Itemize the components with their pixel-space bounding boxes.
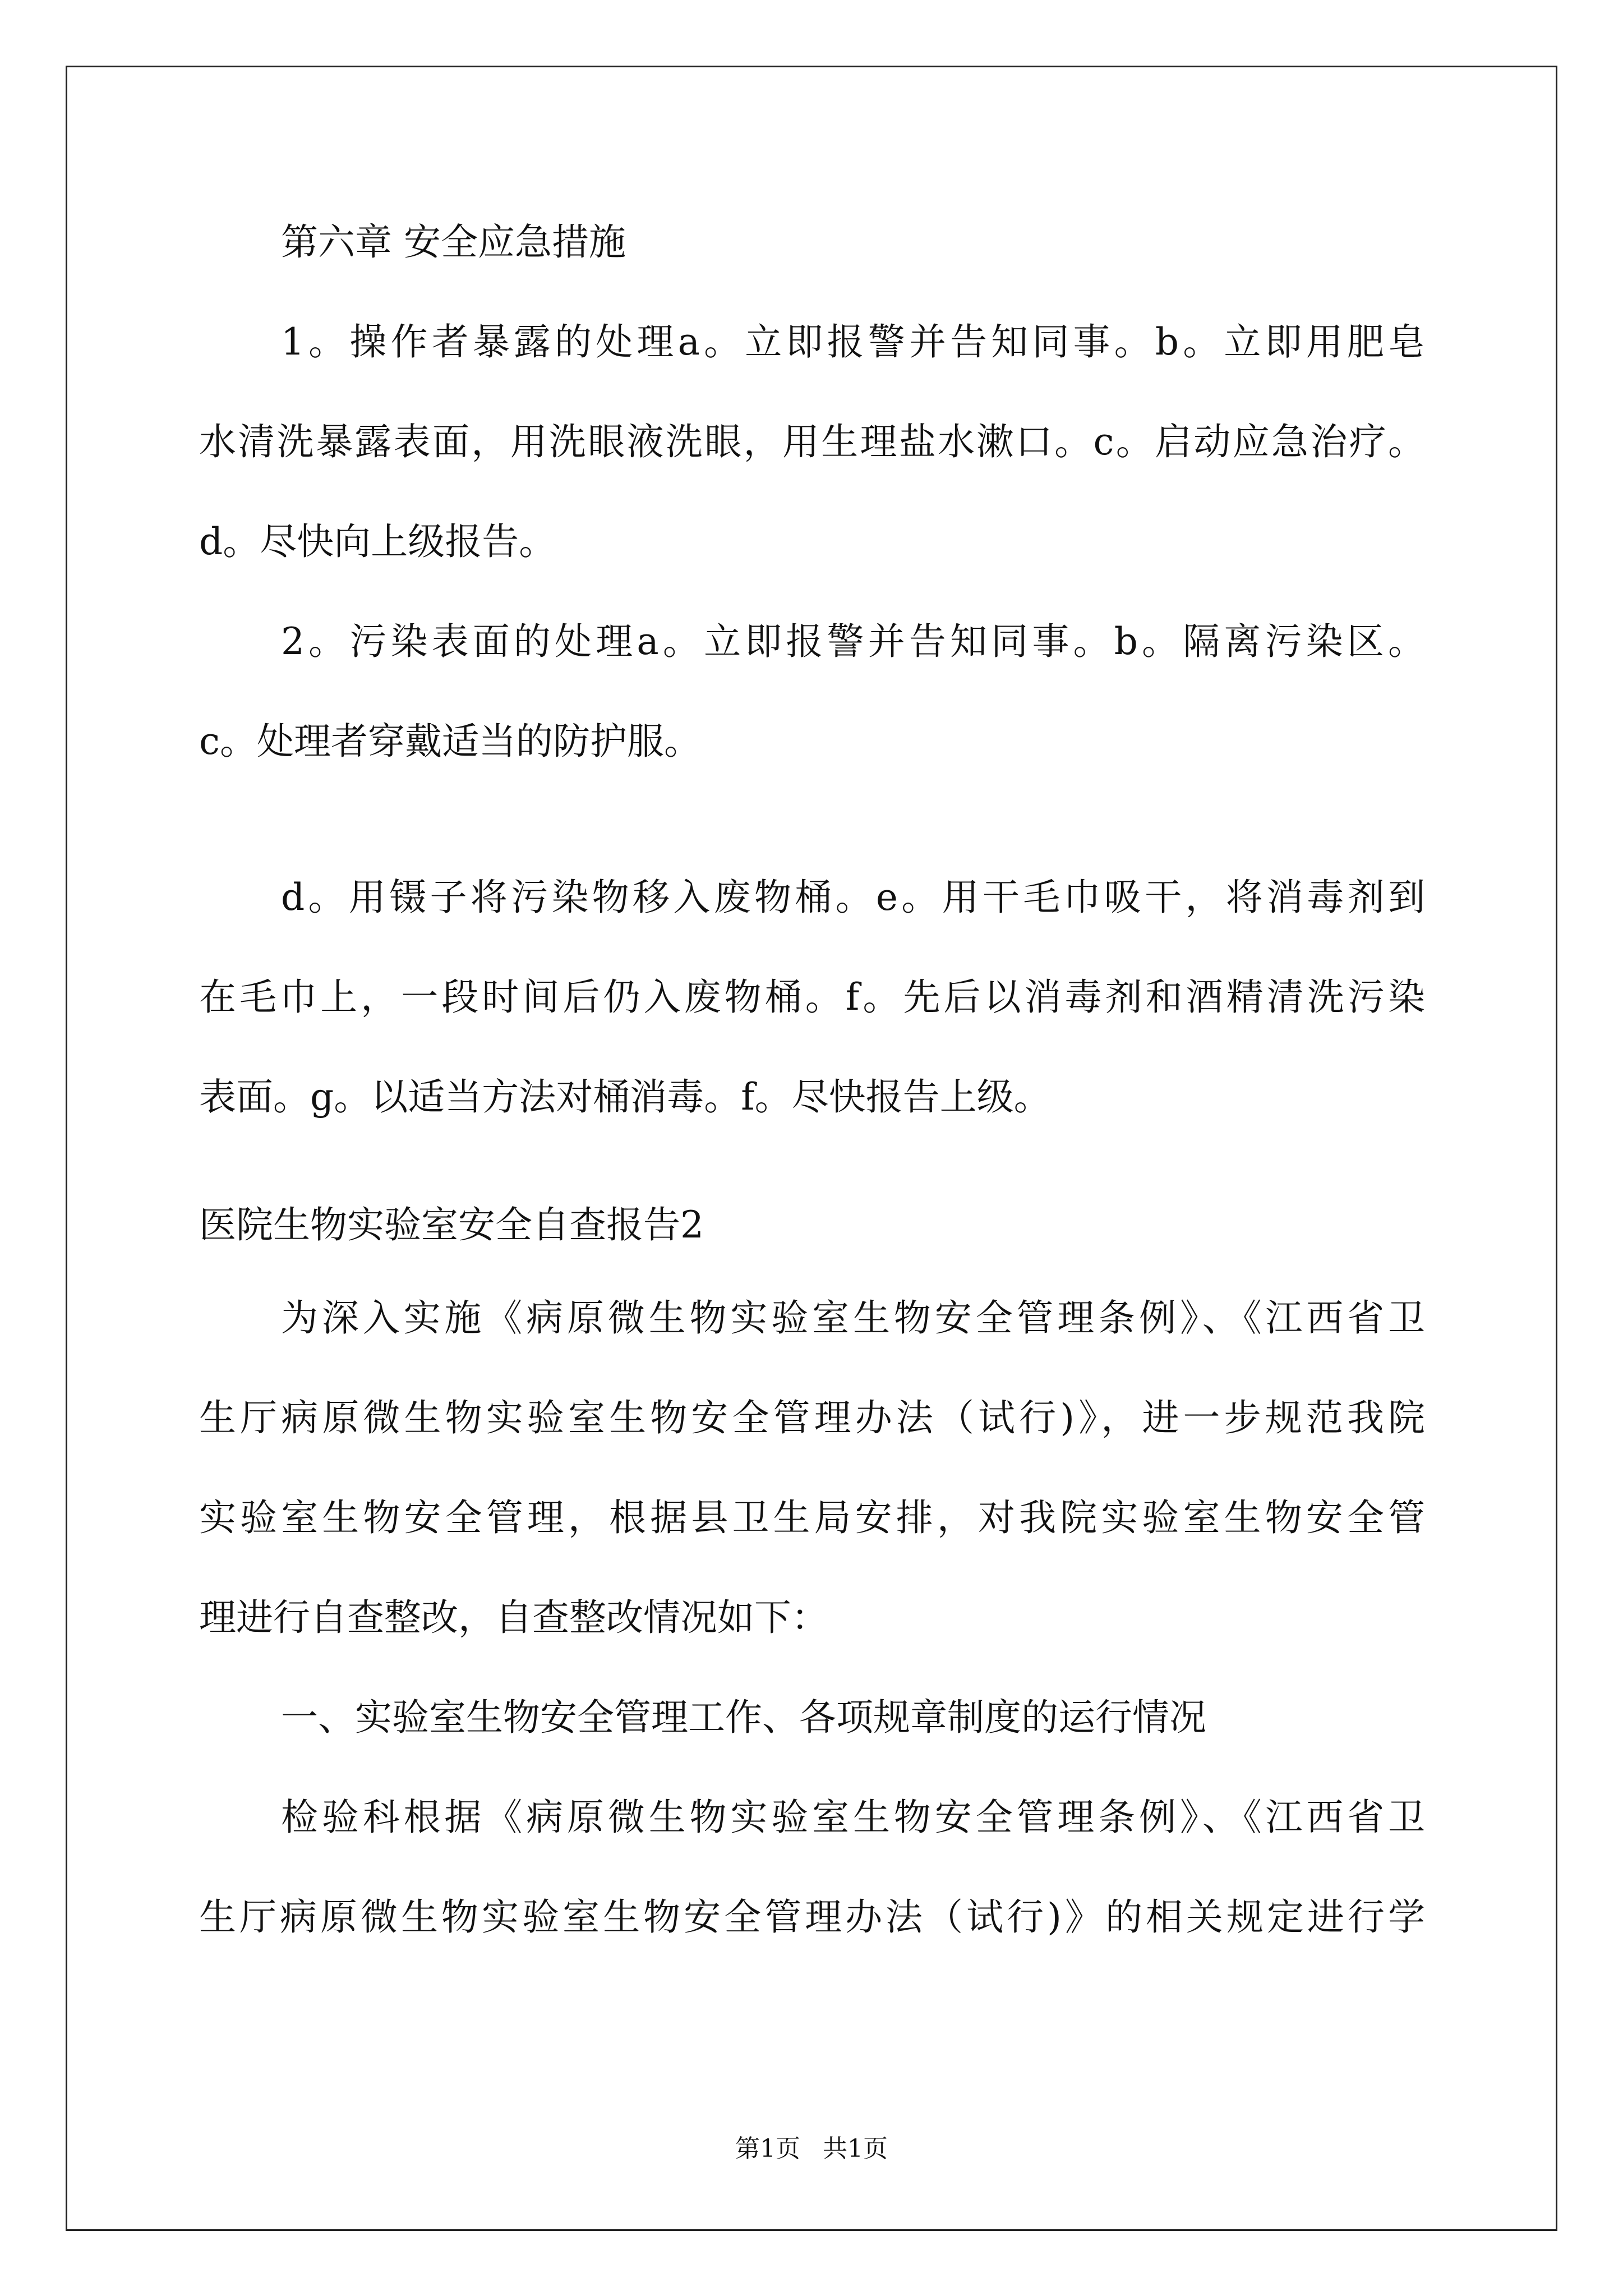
paragraph-line: 水清洗暴露表面，用洗眼液洗眼，用生理盐水漱口。c。启动应急治疗。 — [199, 420, 1425, 463]
paragraph-line: 理进行自查整改，自查整改情况如下： — [199, 1596, 828, 1639]
paragraph-line: 表面。g。以适当方法对桶消毒。f。尽快报告上级。 — [199, 1075, 1051, 1119]
page-footer — [0, 2133, 1623, 2165]
paragraph-line: 生厅病原微生物实验室生物安全管理办法（试行)》，进一步规范我院 — [199, 1396, 1425, 1439]
paragraph-line: 实验室生物安全管理，根据县卫生局安排，对我院实验室生物安全管 — [199, 1496, 1425, 1539]
chapter-heading: 第六章 安全应急措施 — [281, 220, 626, 264]
paragraph-line: c。处理者穿戴适当的防护服。 — [199, 720, 701, 763]
paragraph-line: d。用镊子将污染物移入废物桶。e。用干毛巾吸干，将消毒剂到 — [281, 876, 1425, 919]
section-title: 医院生物实验室安全自查报告2 — [199, 1203, 704, 1246]
subsection-heading: 一、实验室生物安全管理工作、各项规章制度的运行情况 — [281, 1696, 1206, 1739]
paragraph-line: 1。操作者暴露的处理a。立即报警并告知同事。b。立即用肥皂 — [281, 320, 1425, 364]
paragraph-line: 2。污染表面的处理a。立即报警并告知同事。b。隔离污染区。 — [281, 620, 1425, 663]
paragraph-line: 在毛巾上，一段时间后仍入废物桶。f。先后以消毒剂和酒精清洗污染 — [199, 976, 1425, 1019]
paragraph-line: 生厅病原微生物实验室生物安全管理办法（试行)》的相关规定进行学 — [199, 1895, 1425, 1939]
paragraph-line: 检验科根据《病原微生物实验室生物安全管理条例》、《江西省卫 — [281, 1796, 1425, 1839]
paragraph-line: d。尽快向上级报告。 — [199, 520, 556, 563]
page-total: 共1页 — [823, 2134, 888, 2163]
paragraph-line: 为深入实施《病原微生物实验室生物安全管理条例》、《江西省卫 — [281, 1296, 1425, 1340]
page-number: 第1页 — [735, 2134, 800, 2163]
